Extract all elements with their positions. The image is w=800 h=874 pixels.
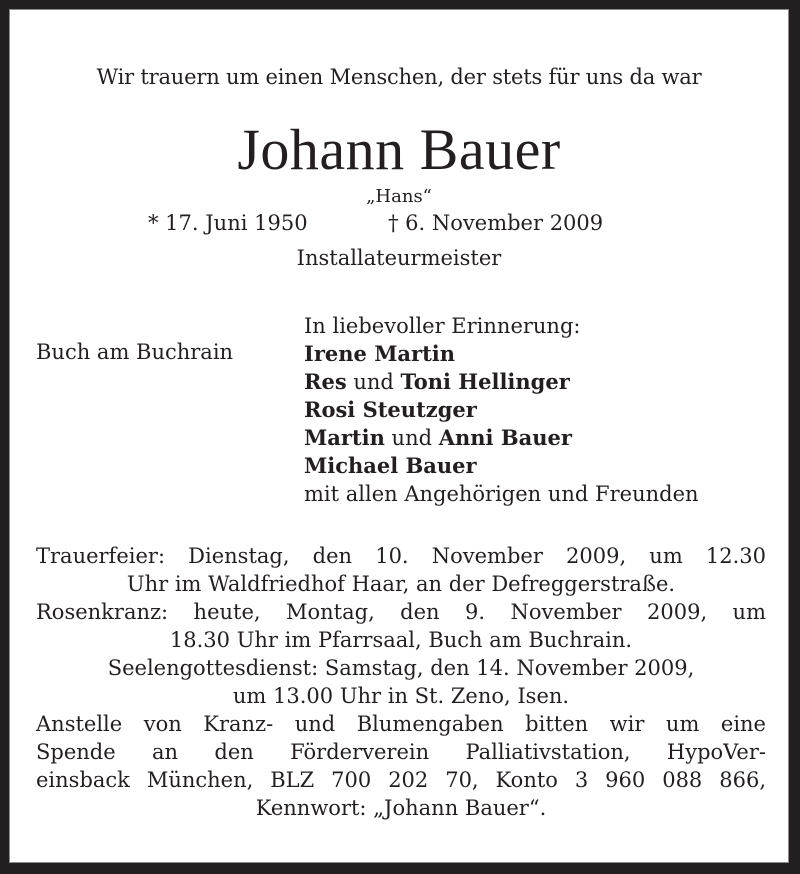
obituary-notice <box>9 9 789 863</box>
nickname: „Hans“ <box>366 186 432 207</box>
mourner-name: Rosi Steutzger <box>304 397 477 422</box>
mourner-name: Martin <box>304 425 385 450</box>
place: Buch am Buchrain <box>36 340 234 364</box>
mourner-name: Michael Bauer <box>304 453 477 478</box>
info-line: Kennwort: „Johann Bauer“. <box>255 796 547 820</box>
mourner-list <box>304 340 699 480</box>
mourner-line <box>304 424 699 452</box>
connector-text: und <box>346 370 401 394</box>
header-text: Wir trauern um einen Menschen, der stets für uns da war <box>96 65 702 89</box>
deceased-name: Johann Bauer <box>237 117 561 182</box>
mourners-closing: mit allen Angehörigen und Freunden <box>304 482 699 506</box>
mourner-name: Anni Bauer <box>438 425 572 450</box>
info-line: Uhr im Waldfriedhof Haar, an der Defreggerstraße. <box>126 572 676 596</box>
birth-date: * 17. Juni 1950 <box>148 211 308 235</box>
info-line: Rosenkranz: heute, Montag, den 9. November 2009, um <box>36 600 766 624</box>
mourner-name: Res <box>304 369 347 394</box>
connector-text: und <box>384 426 439 450</box>
service-info <box>36 542 766 822</box>
mourner-name: Irene Martin <box>304 341 456 366</box>
mourners-intro: In liebevoller Erinnerung: <box>304 314 581 338</box>
mourners-block <box>304 312 699 508</box>
info-line: Anstelle von Kranz- und Blumengaben bitten wir um eine <box>36 712 766 736</box>
death-date: † 6. November 2009 <box>388 211 604 235</box>
mourner-line <box>304 396 699 424</box>
info-line: um 13.00 Uhr in St. Zeno, Isen. <box>232 684 570 708</box>
mourner-name: Toni Hellinger <box>400 369 570 394</box>
info-line: Seelengottesdienst: Samstag, den 14. November 2009, <box>107 656 695 680</box>
occupation: Installateurmeister <box>296 246 502 270</box>
mourner-line <box>304 368 699 396</box>
info-line: einsback München, BLZ 700 202 70, Konto 3 960 088 866, <box>36 768 766 792</box>
info-line: 18.30 Uhr im Pfarrsaal, Buch am Buchrain. <box>169 628 633 652</box>
info-line: Trauerfeier: Dienstag, den 10. November 2009, um 12.30 <box>36 544 766 568</box>
info-line: Spende an den Förderverein Palliativstation, HypoVer- <box>36 740 766 764</box>
mourner-line <box>304 340 699 368</box>
mourner-line <box>304 452 699 480</box>
